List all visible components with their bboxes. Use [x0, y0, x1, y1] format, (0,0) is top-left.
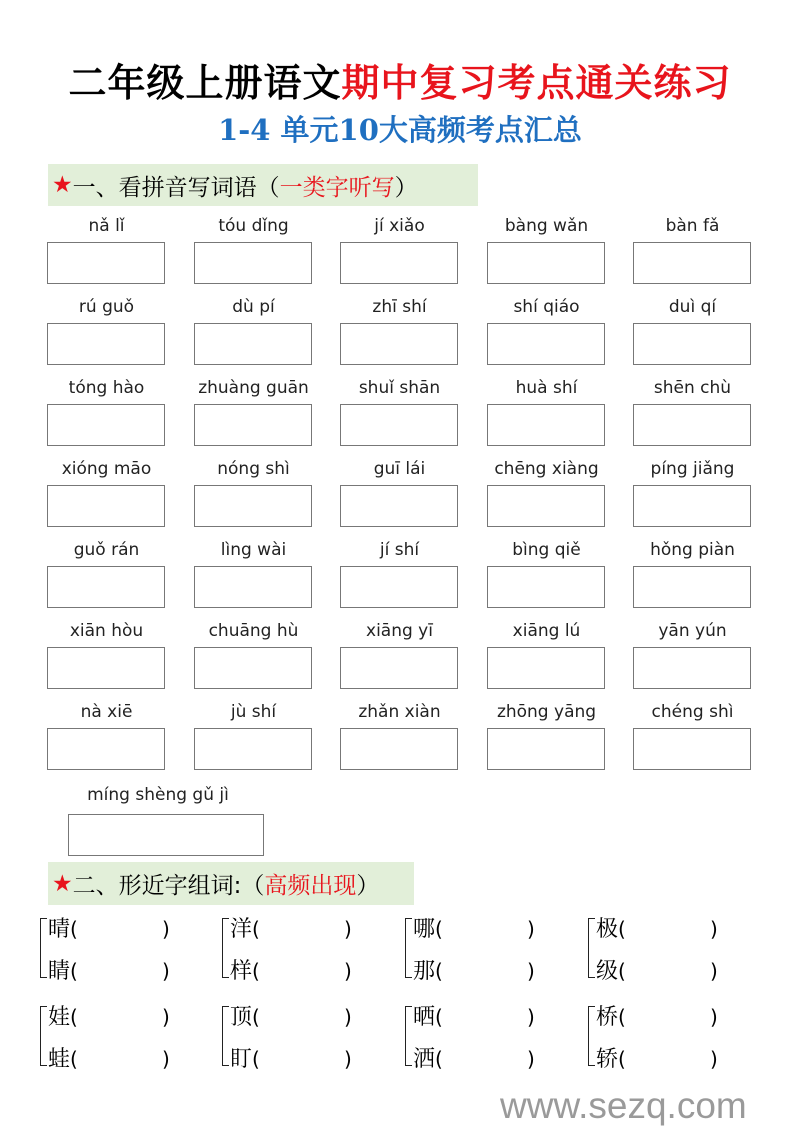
pinyin-label: jí shí — [379, 540, 420, 560]
open-paren: ( — [435, 1005, 443, 1029]
close-paren: ) — [162, 959, 170, 983]
answer-box[interactable] — [340, 404, 458, 446]
pinyin-label: shí qiáo — [513, 297, 580, 317]
close-paren: ) — [710, 917, 718, 941]
bracket — [222, 1006, 229, 1066]
pinyin-label: guī lái — [373, 459, 426, 479]
pinyin-label: bàn fǎ — [665, 216, 720, 236]
title-black: 二年级上册语文 — [68, 60, 342, 105]
star-icon: ★ — [52, 172, 73, 198]
star-icon: ★ — [52, 870, 73, 897]
close-paren: ) — [162, 917, 170, 941]
close-paren: ) — [527, 1005, 535, 1029]
pinyin-label: dù pí — [232, 297, 275, 317]
char-entry — [413, 956, 443, 986]
char: 那 — [413, 959, 436, 984]
pinyin-label: xiāng lú — [512, 621, 581, 641]
char: 哪 — [413, 917, 436, 942]
close-paren: ) — [162, 1047, 170, 1071]
char: 桥 — [596, 1005, 619, 1030]
answer-box[interactable] — [194, 404, 312, 446]
answer-box[interactable] — [487, 647, 605, 689]
char-pair-group — [222, 1000, 392, 1080]
char-pair-group — [405, 1000, 575, 1080]
char-entry — [596, 1002, 626, 1032]
pinyin-label: huà shí — [515, 378, 578, 398]
open-paren: ( — [252, 1047, 260, 1071]
char-entry — [413, 914, 443, 944]
pinyin-label: tóu dǐng — [218, 216, 289, 236]
char-pair-group — [40, 1000, 210, 1080]
pinyin-label: zhī shí — [372, 297, 427, 317]
close-paren: ) — [710, 1005, 718, 1029]
pinyin-label: zhōng yāng — [496, 702, 597, 722]
char-pair-group — [40, 912, 210, 992]
char-pair-group — [588, 912, 758, 992]
char-entry — [48, 1044, 78, 1074]
pinyin-label: chēng xiàng — [494, 459, 599, 479]
title-red: 期中复习考点通关练习 — [341, 60, 732, 105]
answer-box[interactable] — [194, 485, 312, 527]
answer-box[interactable] — [47, 242, 165, 284]
section2-label: 二、形近字组词:（ — [72, 873, 265, 899]
pinyin-label: zhuàng guān — [198, 378, 309, 398]
close-paren: ) — [527, 1047, 535, 1071]
char-entry — [230, 1002, 260, 1032]
answer-box[interactable] — [633, 242, 751, 284]
section1-header — [48, 164, 478, 206]
close-paren: ) — [162, 1005, 170, 1029]
answer-box[interactable] — [194, 242, 312, 284]
pinyin-label: guǒ rán — [73, 540, 140, 560]
answer-box[interactable] — [194, 647, 312, 689]
char-entry — [230, 914, 260, 944]
pinyin-label: tóng hào — [68, 378, 145, 398]
char-entry — [48, 914, 78, 944]
char: 娃 — [48, 1005, 71, 1030]
char: 样 — [230, 959, 253, 984]
open-paren: ( — [618, 917, 626, 941]
page-title — [0, 52, 800, 107]
bracket — [222, 918, 229, 978]
watermark: www.sezq.com — [500, 1085, 747, 1126]
answer-box[interactable] — [68, 814, 264, 856]
pinyin-label: chéng shì — [651, 702, 734, 722]
open-paren: ( — [252, 959, 260, 983]
answer-box[interactable] — [340, 728, 458, 770]
open-paren: ( — [252, 1005, 260, 1029]
pinyin-label: bìng qiě — [512, 540, 581, 560]
pinyin-label: xiān hòu — [69, 621, 144, 641]
pinyin-label: hǒng piàn — [650, 540, 735, 560]
char-entry — [413, 1002, 443, 1032]
section1-highlight: 一类字听写 — [279, 174, 395, 201]
char: 顶 — [230, 1005, 253, 1030]
char: 晒 — [413, 1005, 436, 1030]
answer-box[interactable] — [340, 647, 458, 689]
bracket — [40, 1006, 47, 1066]
char-entry — [230, 956, 260, 986]
section2-highlight: 高频出现 — [264, 873, 357, 899]
close-paren: ) — [527, 917, 535, 941]
answer-box[interactable] — [633, 485, 751, 527]
answer-box[interactable] — [194, 566, 312, 608]
close-paren: ) — [527, 959, 535, 983]
char: 晴 — [48, 917, 71, 942]
open-paren: ( — [435, 1047, 443, 1071]
answer-box[interactable] — [487, 404, 605, 446]
answer-box[interactable] — [47, 485, 165, 527]
char-entry — [48, 1002, 78, 1032]
answer-box[interactable] — [487, 566, 605, 608]
answer-box[interactable] — [633, 647, 751, 689]
pinyin-label: jí xiǎo — [374, 216, 425, 236]
char: 级 — [596, 959, 619, 984]
answer-box[interactable] — [340, 242, 458, 284]
pinyin-label: duì qí — [668, 297, 717, 317]
answer-box[interactable] — [47, 566, 165, 608]
pinyin-label: míng shèng gǔ jì — [87, 785, 229, 805]
pinyin-label: shuǐ shān — [358, 378, 441, 398]
answer-box[interactable] — [47, 323, 165, 365]
pinyin-label: jù shí — [230, 702, 277, 722]
answer-box[interactable] — [633, 323, 751, 365]
bracket — [588, 918, 595, 978]
section1-label: 一、看拼音写词语（ — [72, 174, 280, 201]
char: 睛 — [48, 959, 71, 984]
answer-box[interactable] — [340, 485, 458, 527]
open-paren: ( — [252, 917, 260, 941]
char-entry — [48, 956, 78, 986]
open-paren: ( — [618, 1005, 626, 1029]
open-paren: ( — [70, 1005, 78, 1029]
char-entry — [596, 956, 626, 986]
bracket — [588, 1006, 595, 1066]
page-subtitle: 1-4 单元10大高频考点汇总 — [218, 113, 582, 147]
pinyin-label: lìng wài — [220, 540, 287, 560]
open-paren: ( — [70, 959, 78, 983]
close-paren: ) — [710, 959, 718, 983]
pinyin-label: yān yún — [658, 621, 727, 641]
char: 蛙 — [48, 1047, 71, 1072]
close-paren: ) — [344, 1047, 352, 1071]
pinyin-label: nóng shì — [217, 459, 290, 479]
open-paren: ( — [618, 1047, 626, 1071]
char: 洋 — [230, 917, 253, 942]
pinyin-label: rú guǒ — [78, 297, 135, 317]
pinyin-label: bàng wǎn — [504, 216, 589, 236]
bracket — [405, 1006, 412, 1066]
pinyin-label: nǎ lǐ — [88, 216, 125, 236]
char: 极 — [596, 917, 619, 942]
answer-box[interactable] — [633, 566, 751, 608]
pinyin-label: shēn chù — [653, 378, 732, 398]
char-entry — [413, 1044, 443, 1074]
char: 洒 — [413, 1047, 436, 1072]
open-paren: ( — [70, 917, 78, 941]
answer-box[interactable] — [194, 323, 312, 365]
close-paren: ) — [344, 959, 352, 983]
section2-close: ） — [356, 873, 380, 899]
char-pair-group — [588, 1000, 758, 1080]
pinyin-label: nà xiē — [80, 702, 133, 722]
open-paren: ( — [618, 959, 626, 983]
answer-box[interactable] — [47, 647, 165, 689]
char-entry — [596, 914, 626, 944]
answer-box[interactable] — [340, 323, 458, 365]
char-entry — [596, 1044, 626, 1074]
answer-box[interactable] — [633, 728, 751, 770]
char: 轿 — [596, 1047, 619, 1072]
section1-close: ） — [394, 174, 418, 201]
bracket — [405, 918, 412, 978]
pinyin-label: xiāng yī — [366, 621, 433, 641]
answer-box[interactable] — [194, 728, 312, 770]
answer-box[interactable] — [487, 242, 605, 284]
open-paren: ( — [435, 917, 443, 941]
char-pair-group — [405, 912, 575, 992]
char-pair-group — [222, 912, 392, 992]
pinyin-label: píng jiǎng — [650, 459, 735, 479]
answer-box[interactable] — [487, 323, 605, 365]
bracket — [40, 918, 47, 978]
answer-box[interactable] — [487, 485, 605, 527]
close-paren: ) — [344, 1005, 352, 1029]
open-paren: ( — [70, 1047, 78, 1071]
answer-box[interactable] — [487, 728, 605, 770]
pinyin-label: zhǎn xiàn — [358, 702, 441, 722]
close-paren: ) — [344, 917, 352, 941]
answer-box[interactable] — [633, 404, 751, 446]
pinyin-label: chuāng hù — [208, 621, 299, 641]
answer-box[interactable] — [47, 404, 165, 446]
pinyin-label: xióng māo — [61, 459, 152, 479]
answer-box[interactable] — [47, 728, 165, 770]
answer-box[interactable] — [340, 566, 458, 608]
close-paren: ) — [710, 1047, 718, 1071]
section2-header — [48, 862, 414, 905]
char: 盯 — [230, 1047, 253, 1072]
open-paren: ( — [435, 959, 443, 983]
char-entry — [230, 1044, 260, 1074]
